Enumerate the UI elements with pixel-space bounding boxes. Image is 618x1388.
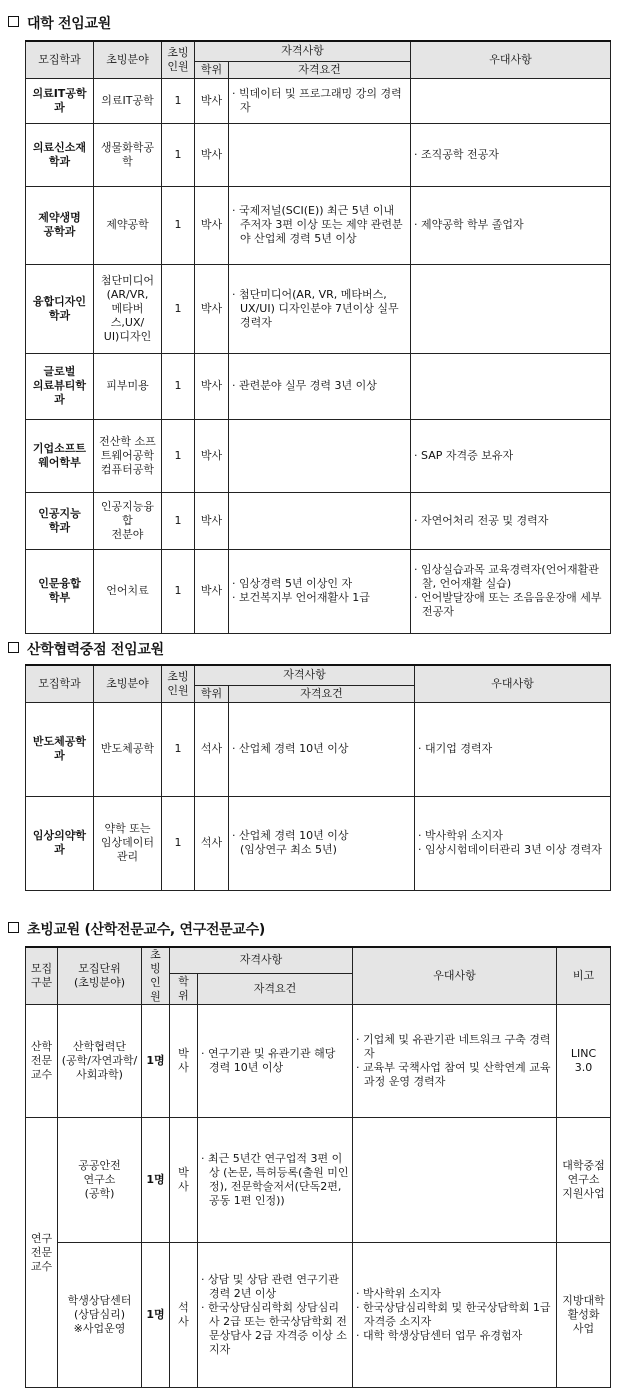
dept-cell: 인공지능 학과 [26, 492, 94, 549]
field-cell: 피부미용 [94, 353, 162, 419]
header-qual: 자격사항 [195, 665, 415, 685]
checkbox-bullet-icon [8, 922, 19, 933]
dept-cell: 의료IT공학과 [26, 78, 94, 123]
pref-cell [411, 549, 611, 633]
header-req: 자격요건 [198, 973, 353, 1004]
bullet-item: · 상담 및 상담 관련 연구기관 경력 2년 이상 [201, 1273, 349, 1301]
count-cell: 1명 [142, 1118, 170, 1243]
field-cell: 반도체공학 [94, 702, 162, 796]
pref-cell [411, 492, 611, 549]
degree-cell: 박사 [195, 186, 229, 264]
count-cell: 1 [162, 186, 195, 264]
field-cell: 첨단미디어 (AR/VR, 메타버스,UX/ UI)디자인 [94, 264, 162, 353]
bullet-item: · 산업체 경력 10년 이상 (임상연구 최소 5년) [232, 829, 411, 857]
header-kind: 모집 구분 [26, 947, 58, 1005]
field-cell: 생물화학공학 [94, 123, 162, 186]
bullet-item: · 자연어처리 전공 및 경력자 [414, 514, 607, 528]
bullet-item: · 교육부 국책사업 참여 및 산학연계 교육과정 운영 경력자 [356, 1061, 553, 1089]
header-field: 초빙분야 [94, 41, 162, 78]
section-title-visiting: 초빙교원 (산학전문교수, 연구전문교수) [8, 919, 265, 939]
header-pref: 우대사항 [415, 665, 611, 702]
field-cell: 의료IT공학 [94, 78, 162, 123]
table-visiting-faculty [25, 946, 611, 1388]
bullet-item: · 대기업 경력자 [418, 742, 607, 756]
pref-cell [411, 264, 611, 353]
table-row [26, 796, 611, 890]
section-title-university: 대학 전임교원 [8, 13, 111, 33]
pref-cell [353, 1243, 557, 1388]
bullet-item: · SAP 자격증 보유자 [414, 449, 607, 463]
req-cell [229, 264, 411, 353]
degree-cell: 석사 [195, 796, 229, 890]
bullet-item: · 임상경력 5년 이상인 자 [232, 577, 407, 591]
dept-cell: 의료신소재 학과 [26, 123, 94, 186]
header-degree: 학위 [195, 685, 229, 702]
req-cell [229, 186, 411, 264]
header-count: 초빙 인원 [162, 41, 195, 78]
req-cell [229, 419, 411, 492]
count-cell: 1 [162, 492, 195, 549]
bullet-item: · 한국상담심리학회 상담심리사 2급 또는 한국상담학회 전문상담사 2급 자격증 이상 소지자 [201, 1301, 349, 1357]
req-cell [229, 549, 411, 633]
kind-cell: 산학 전문 교수 [26, 1005, 58, 1118]
bullet-item: · 산업체 경력 10년 이상 [232, 742, 411, 756]
bullet-item: · 언어발달장애 또는 조음음운장애 세부 전공자 [414, 591, 607, 619]
degree-cell: 박사 [195, 353, 229, 419]
header-count: 초빙 인원 [162, 665, 195, 702]
bullet-item: · 대학 학생상담센터 업무 유경험자 [356, 1329, 553, 1343]
count-cell: 1 [162, 549, 195, 633]
table-row [26, 549, 611, 633]
table-university-faculty [25, 40, 611, 634]
bullet-item: · 박사학위 소지자 [418, 829, 607, 843]
degree-cell: 석사 [195, 702, 229, 796]
bullet-item: · 빅데이터 및 프로그래밍 강의 경력자 [232, 87, 407, 115]
bullet-item: · 보건복지부 언어재활사 1급 [232, 591, 407, 605]
table-row [26, 123, 611, 186]
checkbox-bullet-icon [8, 16, 19, 27]
req-cell [198, 1118, 353, 1243]
degree-cell: 박사 [195, 419, 229, 492]
header-qual: 자격사항 [195, 41, 411, 61]
req-cell [198, 1243, 353, 1388]
table-row [26, 1005, 611, 1118]
table-row [26, 353, 611, 419]
unit-cell: 산학협력단 (공학/자연과학/ 사회과학) [58, 1005, 142, 1118]
count-cell: 1 [162, 419, 195, 492]
pref-cell [411, 419, 611, 492]
bullet-item: · 국제저널(SCI(E)) 최근 5년 이내 주저자 3편 이상 또는 제약 관련분야 산업체 경력 5년 이상 [232, 204, 407, 246]
header-count: 초빙 인원 [142, 947, 170, 1005]
pref-cell [353, 1005, 557, 1118]
checkbox-bullet-icon [8, 642, 19, 653]
note-cell: LINC 3.0 [557, 1005, 611, 1118]
bullet-item: · 기업체 및 유관기관 네트워크 구축 경력자 [356, 1033, 553, 1061]
table-row [26, 186, 611, 264]
pref-cell [415, 702, 611, 796]
count-cell: 1 [162, 264, 195, 353]
pref-cell [415, 796, 611, 890]
field-cell: 전산학 소프 트웨어공학 컴퓨터공학 [94, 419, 162, 492]
degree-cell: 석사 [170, 1243, 198, 1388]
table-row [26, 1118, 611, 1243]
dept-cell: 융합디자인 학과 [26, 264, 94, 353]
count-cell: 1 [162, 796, 195, 890]
table-row [26, 264, 611, 353]
header-pref: 우대사항 [411, 41, 611, 78]
degree-cell: 박사 [195, 123, 229, 186]
dept-cell: 임상의약학과 [26, 796, 94, 890]
header-req: 자격요건 [229, 685, 415, 702]
pref-cell [411, 78, 611, 123]
dept-cell: 반도체공학과 [26, 702, 94, 796]
count-cell: 1 [162, 123, 195, 186]
header-req: 자격요건 [229, 61, 411, 78]
bullet-item: · 첨단미디어(AR, VR, 메타버스, UX/UI) 디자인분야 7년이상 실무 경력자 [232, 288, 407, 330]
unit-cell: 학생상담센터 (상담심리) ※사업운영 [58, 1243, 142, 1388]
field-cell: 약학 또는 임상데이터 관리 [94, 796, 162, 890]
header-unit: 모집단위 (초빙분야) [58, 947, 142, 1005]
dept-cell: 글로벌 의료뷰티학과 [26, 353, 94, 419]
dept-cell: 인문융합 학부 [26, 549, 94, 633]
req-cell [229, 78, 411, 123]
bullet-item: · 최근 5년간 연구업적 3편 이상 (논문, 특허등록(출원 미인정), 전문학술저서(단독2편, 공동 1편 인정)) [201, 1152, 349, 1208]
degree-cell: 박사 [170, 1118, 198, 1243]
field-cell: 언어치료 [94, 549, 162, 633]
req-cell [229, 796, 415, 890]
count-cell: 1 [162, 78, 195, 123]
table-industry-faculty [25, 664, 611, 891]
note-cell: 대학중점 연구소 지원사업 [557, 1118, 611, 1243]
header-qual: 자격사항 [170, 947, 353, 973]
dept-cell: 기업소프트 웨어학부 [26, 419, 94, 492]
count-cell: 1 [162, 702, 195, 796]
pref-cell [411, 123, 611, 186]
kind-cell: 연구 전문 교수 [26, 1118, 58, 1388]
bullet-item: · 제약공학 학부 졸업자 [414, 218, 607, 232]
count-cell: 1 [162, 353, 195, 419]
header-pref: 우대사항 [353, 947, 557, 1005]
req-cell [198, 1005, 353, 1118]
table-row [26, 1243, 611, 1388]
header-degree: 학위 [195, 61, 229, 78]
degree-cell: 박사 [170, 1005, 198, 1118]
pref-cell [353, 1118, 557, 1243]
note-cell: 지방대학 활성화 사업 [557, 1243, 611, 1388]
req-cell [229, 353, 411, 419]
header-note: 비고 [557, 947, 611, 1005]
section-title-industry: 산학협력중점 전임교원 [8, 639, 164, 659]
bullet-item: · 임상실습과목 교육경력자(언어재활관찰, 언어재활 실습) [414, 563, 607, 591]
bullet-item: · 조직공학 전공자 [414, 148, 607, 162]
field-cell: 제약공학 [94, 186, 162, 264]
unit-cell: 공공안전 연구소 (공학) [58, 1118, 142, 1243]
field-cell: 인공지능융합 전분야 [94, 492, 162, 549]
table-row [26, 78, 611, 123]
bullet-item: · 한국상담심리학회 및 한국상담학회 1급 자격증 소지자 [356, 1301, 553, 1329]
degree-cell: 박사 [195, 549, 229, 633]
req-cell [229, 123, 411, 186]
count-cell: 1명 [142, 1243, 170, 1388]
req-cell [229, 702, 415, 796]
bullet-item: · 임상시험데이터관리 3년 이상 경력자 [418, 843, 607, 857]
table-row [26, 702, 611, 796]
dept-cell: 제약생명 공학과 [26, 186, 94, 264]
header-degree: 학위 [170, 973, 198, 1004]
table-row [26, 419, 611, 492]
pref-cell [411, 353, 611, 419]
degree-cell: 박사 [195, 264, 229, 353]
pref-cell [411, 186, 611, 264]
bullet-item: · 관련분야 실무 경력 3년 이상 [232, 379, 407, 393]
bullet-item: · 연구기관 및 유관기관 해당 경력 10년 이상 [201, 1047, 349, 1075]
degree-cell: 박사 [195, 492, 229, 549]
header-field: 초빙분야 [94, 665, 162, 702]
bullet-item: · 박사학위 소지자 [356, 1287, 553, 1301]
count-cell: 1명 [142, 1005, 170, 1118]
table-row [26, 492, 611, 549]
degree-cell: 박사 [195, 78, 229, 123]
header-dept: 모집학과 [26, 665, 94, 702]
req-cell [229, 492, 411, 549]
header-dept: 모집학과 [26, 41, 94, 78]
